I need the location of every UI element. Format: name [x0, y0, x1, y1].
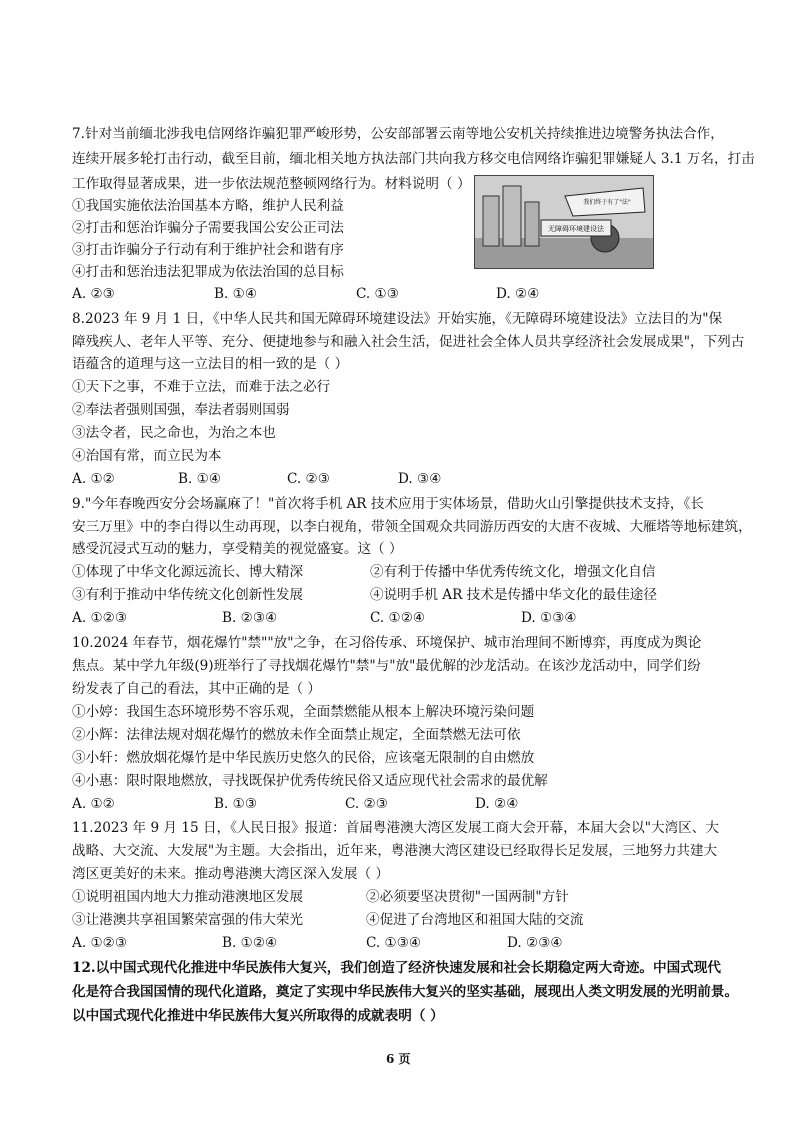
q11-item-2: ②必须要坚决贯彻"一国两制"方针	[366, 889, 569, 905]
q8-stem-line-2: 障残疾人、老年人平等、充分、便捷地参与和融入社会生活，促进社会全体人员共享经济社会发展成果"，下列古	[72, 334, 745, 350]
figure-caption: 无障碍环境建设法	[548, 225, 604, 233]
q9-option-d: D. ①③④	[521, 610, 577, 626]
q12-stem-line-1: 12.以中国式现代化推进中华民族伟大复兴，我们创造了经济快速发展和社会长期稳定两大奇迹。中国式现代	[72, 960, 721, 976]
q8-option-c: C. ②③	[287, 471, 330, 487]
q8-option-a: A. ①②	[72, 471, 115, 487]
q11-item-3: ③让港澳共享祖国繁荣富强的伟大荣光	[72, 912, 304, 928]
q8-stem-line-1: 8.2023 年 9 月 1 日，《中华人民共和国无障碍环境建设法》开始实施，《无障碍环境建设法》立法目的为"保	[72, 311, 723, 327]
q9-option-b: B. ②③④	[222, 610, 278, 626]
q10-item-3: ③小轩：燃放烟花爆竹是中华民族历史悠久的民俗，应该毫无限制的自由燃放	[72, 750, 535, 766]
q10-item-4: ④小惠：限时限地燃放，寻找既保护优秀传统民俗又适应现代社会需求的最优解	[72, 773, 548, 789]
q11-stem-line-2: 战略、大交流、大发展"为主题。大会指出，近年来，粤港澳大湾区建设已经取得长足发展，三地努力共建大	[72, 843, 718, 859]
q9-item-3: ③有利于推动中华传统文化创新性发展	[72, 587, 304, 603]
q9-item-2: ②有利于传播中华优秀传统文化，增强文化自信	[370, 564, 656, 580]
page-number: 6 页	[386, 1052, 411, 1066]
q7-option-c: C. ①③	[356, 286, 399, 302]
q8-item-3: ③法令者，民之命也，为治之本也	[72, 425, 276, 441]
q7-stem-line-2: 连续开展多轮打击行动，截至目前，缅北相关地方执法部门共向我方移交电信网络诈骗犯罪嫌疑人 3.1 万名，打击	[72, 151, 755, 167]
q11-option-c: C. ①③④	[366, 935, 422, 951]
q11-item-1: ①说明祖国内地大力推动港澳地区发展	[72, 889, 304, 905]
q7-item-4: ④打击和惩治违法犯罪成为依法治国的总目标	[72, 264, 344, 280]
q9-stem-line-3: 感受沉浸式互动的魅力，享受精美的视觉盛宴。这（ ）	[72, 541, 403, 557]
q10-item-1: ①小婷：我国生态环境形势不容乐观，全面禁燃能从根本上解决环境污染问题	[72, 704, 535, 720]
q7-item-1: ①我国实施依法治国基本方略，维护人民利益	[72, 198, 344, 214]
q11-option-a: A. ①②③	[72, 935, 128, 951]
q7-stem-line-1: 7.针对当前缅北涉我电信网络诈骗犯罪严峻形势，公安部部署云南等地公安机关持续推进边境警务执法合作，	[72, 126, 724, 142]
q11-stem-line-1: 11.2023 年 9 月 15 日，《人民日报》报道：首届粤港澳大湾区发展工商大会开幕，本届大会以"大湾区、大	[72, 820, 719, 836]
q10-option-a: A. ①②	[72, 796, 115, 812]
q8-stem-line-3: 语蕴含的道理与这一立法目的相一致的是（ ）	[72, 356, 349, 372]
q9-option-a: A. ①②③	[72, 610, 128, 626]
q11-option-d: D. ②③④	[507, 935, 563, 951]
q11-item-4: ④促进了台湾地区和祖国大陆的交流	[366, 912, 584, 928]
q10-option-b: B. ①③	[214, 796, 258, 812]
q8-option-b: B. ①④	[178, 471, 222, 487]
q7-option-a: A. ②③	[72, 286, 115, 302]
q8-item-1: ①天下之事，不难于立法，而难于法之必行	[72, 379, 331, 395]
q9-item-4: ④说明手机 AR 技术是传播中华文化的最佳途径	[370, 587, 657, 603]
q7-option-b: B. ①④	[214, 286, 258, 302]
q11-stem-line-3: 湾区更美好的未来。推动粤港澳大湾区深入发展（ ）	[72, 866, 389, 882]
q7-stem-line-3: 工作取得显著成果，进一步依法规范整顿网络行为。材料说明（ ）	[72, 176, 471, 192]
q9-item-1: ①体现了中华文化源远流长、博大精深	[72, 564, 304, 580]
cartoon-illustration	[475, 176, 653, 268]
q7-item-2: ②打击和惩治诈骗分子需要我国公安公正司法	[72, 220, 344, 236]
q8-option-d: D. ③④	[398, 471, 442, 487]
q12-stem-line-3: 以中国式现代化推进中华民族伟大复兴所取得的成就表明（ ）	[72, 1008, 444, 1024]
q8-item-2: ②奉法者强则国强，奉法者弱则国弱	[72, 402, 290, 418]
q7-option-d: D. ②④	[496, 286, 540, 302]
q9-stem-line-2: 安三万里》中的李白得以生动再现，以李白视角，带领全国观众共同游历西安的大唐不夜城、大雁塔等地标建筑，	[72, 519, 752, 535]
q12-stem-line-2: 化是符合我国国情的现代化道路，奠定了实现中华民族伟大复兴的坚实基础，展现出人类文明发展的光明前景。	[72, 984, 739, 1000]
q8-item-4: ④治国有常，而立民为本	[72, 448, 222, 464]
q10-item-2: ②小辉：法律法规对烟花爆竹的燃放未作全面禁止规定，全面禁燃无法可依	[72, 727, 521, 743]
q7-item-3: ③打击诈骗分子行动有利于维护社会和谐有序	[72, 242, 344, 258]
q10-option-c: C. ②③	[345, 796, 388, 812]
q11-option-b: B. ①②④	[222, 935, 278, 951]
q7-cartoon-figure	[474, 175, 654, 269]
q10-stem-line-1: 10.2024 年春节，烟花爆竹"禁""放"之争，在习俗传承、环境保护、城市治理间不断博弈，再度成为舆论	[72, 635, 702, 651]
q9-option-c: C. ①②④	[370, 610, 426, 626]
q10-stem-line-3: 纷发表了自己的看法，其中正确的是（ ）	[72, 681, 322, 697]
figure-speech-bubble: 我们终于有了"法"	[583, 199, 631, 206]
q10-option-d: D. ②④	[475, 796, 519, 812]
q9-stem-line-1: 9."今年春晚西安分会场赢麻了！"首次将手机 AR 技术应用于实体场景，借助火山引擎提供技术支持，《长	[72, 496, 704, 512]
q10-stem-line-2: 焦点。某中学九年级(9)班举行了寻找烟花爆竹"禁"与"放"最优解的沙龙活动。在该沙龙活动中，同学们纷	[72, 658, 701, 674]
